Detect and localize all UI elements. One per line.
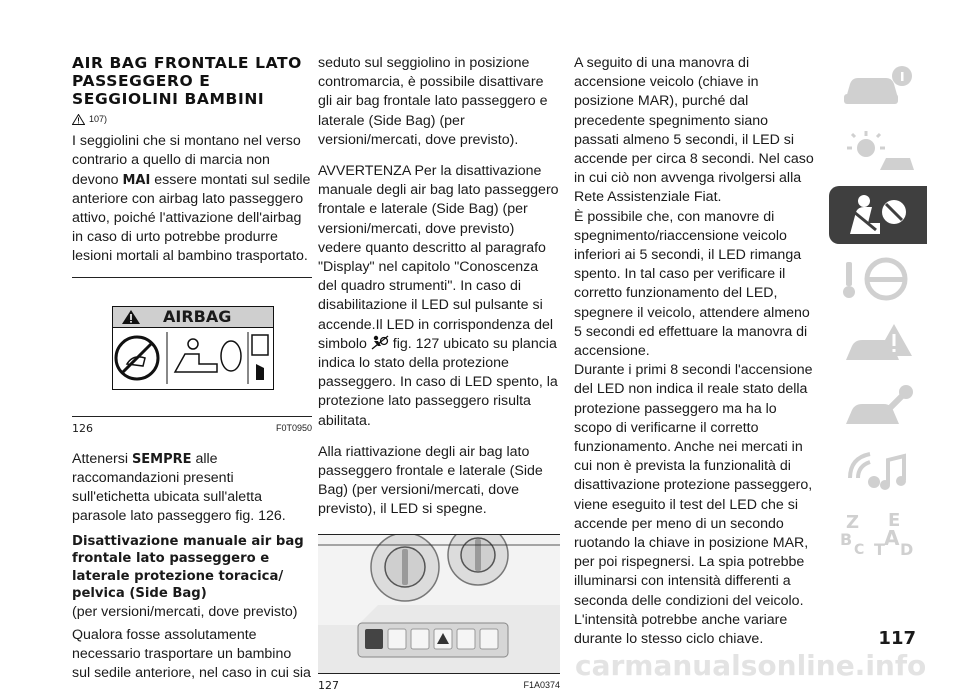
reference-number: 107) [89,114,108,124]
dashboard-controls-illustration [318,535,560,673]
emphasis: SEMPRE [131,451,192,467]
paragraph: seduto sul seggiolino in posizione contromarcia, è possibile disattivare gli air bag frontale lato passeggero e laterale (Side Bag) (per versioni/mercati, dove previsto). [318,55,548,148]
paragraph: (per versioni/mercati, dove previsto) [72,603,298,620]
figure-caption [72,419,312,438]
figure-code: F1A0374 [523,679,560,690]
chapter-sidebar [829,58,933,570]
car-info-icon [840,64,916,110]
figure-127 [318,534,560,674]
multimedia-icon [840,448,916,494]
seatbelt-airbag-icon [840,192,916,238]
paragraph: Attenersi SEMPRE alle raccomandazioni presenti sull'etichetta ubicata sull'aletta parasole lato passeggero fig. 126. [72,450,286,525]
figure-number: 126 [72,421,93,435]
figure-number: 127 [318,678,339,692]
paragraph: Alla riattivazione degli air bag lato passeggero frontale e laterale (Side Bag) (per versioni/mercati, dove previsto), il LED si spegne. [318,443,543,518]
paragraph: I seggiolini che si montano nel verso contrario a quello di marcia non devono MAI essere montati sul sedile anteriore con airbag lato passeggero attivo, poiché l'attivazione dell'airbag in caso di urto potrebbe produrre lesioni mortali al bambino trasportato. [72,133,311,265]
key-steering-icon [840,256,916,302]
tab-instrument-panel[interactable] [829,122,927,180]
index-letters-icon: Z E B A C T D [840,510,914,559]
tab-index[interactable] [829,506,927,564]
airbag-label [112,306,274,390]
paragraph: A seguito di una manovra di accensione veicolo (chiave in posizione MAR), purché dal precedente spegnimento siano passati almeno 5 secondi, il LED si accende per circa 8 secondi. Nel caso in cui ciò non avvenga rivolgersi alla Rete Assistenziale Fiat. [574,55,814,206]
warning-triangle-icon [121,309,141,325]
subsection-title: Disattivazione manuale air bag frontale lato passeggero e laterale protezione toracica/ pelvica (Side Bag) [72,533,304,602]
figure-code: F0T0950 [275,422,312,433]
airbag-pictograms [113,328,273,388]
figure-caption [318,676,560,695]
section-title: AIR BAG FRONTALE LATO PASSEGGERO E SEGGIOLINI BAMBINI [72,54,302,108]
page-number: 117 [878,628,916,649]
watermark: carmanualsonline.info [575,649,927,682]
column-1 [72,54,312,683]
airbag-text: AIRBAG [163,307,232,327]
column-3 [574,54,816,649]
column-2 [318,54,560,695]
figure-126 [72,277,312,417]
warning-lights-icon [840,128,916,174]
paragraph: AVVERTENZA Per la disattivazione manuale degli air bag lato passeggero frontale e laterale (Side Bag) (per versioni/mercati, dove previsto) vedere quanto descritto al paragrafo "Display" nel capitolo "Conoscenza del quadro strumenti". In caso di disabilitazione il LED sul pulsante si accende.Il LED in corrispondenza del simbolo fig. 127 ubicato su plancia indica lo stato della protezione passeggero. In caso di LED spento, la protezione lato passeggero risulta abilitata. [318,163,559,429]
tab-starting-driving[interactable] [829,250,927,308]
wrench-car-icon [840,384,916,430]
airbag-off-icon [371,335,389,350]
emphasis: MAI [122,172,151,188]
tab-emergency[interactable] [829,314,927,372]
tab-vehicle-knowledge[interactable] [829,58,927,116]
paragraph: Durante i primi 8 secondi l'accensione del LED non indica il reale stato della protezione passeggero ma ha lo scopo di verificarne il corretto funzionamento. Anche nei mercati in cui non è prevista la funzionalità di disattivazione protezione passeggero, viene eseguito il test del LED che si accende per meno di un secondo ruotando la chiave in posizione MAR, per poi rispegnersi. La spia potrebbe illuminarsi con intensità differenti a seconda delle condizioni del veicolo. L'intensità potrebbe anche variare durante lo stesso ciclo chiave. [574,362,813,648]
tab-maintenance[interactable] [829,378,927,436]
paragraph: È possibile che, con manovre di spegnimento/riaccensione veicolo inferiori ai 5 secondi, il LED rimanga spento. In tal caso per verificare il corretto funzionamento del LED, spegnere il veicolo, attendere almeno 5 secondi ed effettuare la manovra di accensione. [574,208,810,360]
road-warning-icon [840,320,916,366]
tab-multimedia[interactable] [829,442,927,500]
paragraph: Qualora fosse assolutamente necessario trasportare un bambino sul sedile anteriore, nel caso in cui sia [72,626,311,682]
warning-reference [72,110,312,129]
warning-triangle-icon [72,114,85,125]
tab-safety[interactable] [829,186,927,244]
